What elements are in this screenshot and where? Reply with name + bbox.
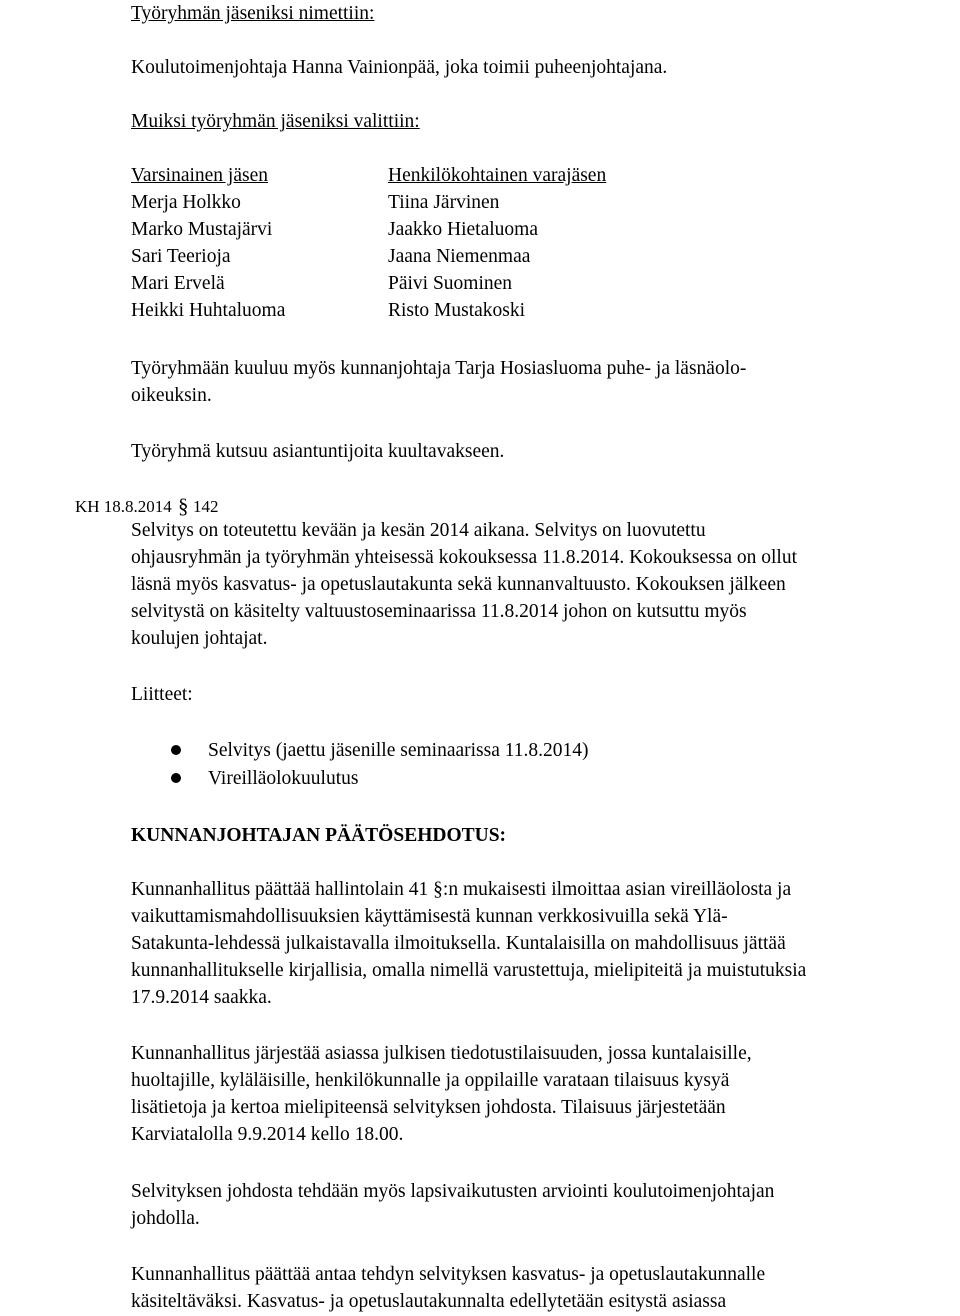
members-heading: Työryhmän jäseniksi nimettiin: <box>131 3 375 24</box>
proposal-p4-line: käsiteltäväksi. Kasvatus- ja opetuslautakunnalta edellytetään esitystä asiassa <box>131 1291 727 1312</box>
deputy-name: Jaana Niemenmaa <box>388 246 531 267</box>
bullet-icon <box>171 745 181 755</box>
member-name: Heikki Huhtaluoma <box>131 300 286 321</box>
proposal-p3-line: Selvityksen johdosta tehdään myös lapsivaikutusten arviointi koulutoimenjohtajan <box>131 1181 775 1202</box>
attachments-label: Liitteet: <box>131 684 193 705</box>
proposal-p1-line: 17.9.2014 saakka. <box>131 987 272 1008</box>
attachment-item: Selvitys (jaettu jäsenille seminaarissa 11.8.2014) <box>208 740 589 761</box>
member-name: Mari Ervelä <box>131 273 225 294</box>
proposal-heading: KUNNANJOHTAJAN PÄÄTÖSEHDOTUS: <box>131 825 507 846</box>
proposal-p1-line: Satakunta-lehdessä julkaistavalla ilmoituksella. Kuntalaisilla on mahdollisuus jättää <box>131 933 786 954</box>
also-member-line-1: Työryhmään kuuluu myös kunnanjohtaja Tarja Hosiasluoma puhe- ja läsnäolo- <box>131 358 747 379</box>
also-member-line-2: oikeuksin. <box>131 385 212 406</box>
members-col2-header: Henkilökohtainen varajäsen <box>388 165 607 186</box>
deputy-name: Tiina Järvinen <box>388 192 500 213</box>
proposal-p2-line: lisätietoja ja kertoa mielipiteensä selvityksen johdosta. Tilaisuus järjestetään <box>131 1097 726 1118</box>
proposal-p4-line: Kunnanhallitus päättää antaa tehdyn selvityksen kasvatus- ja opetuslautakunnalle <box>131 1264 766 1285</box>
deputy-name: Jaakko Hietaluoma <box>388 219 538 240</box>
kh-paragraph-line: ohjausryhmän ja työryhmän yhteisessä kokouksessa 11.8.2014. Kokouksessa on ollut <box>131 547 797 568</box>
proposal-p1-line: kunnanhallitukselle kirjallisia, omalla nimellä varustettuja, mielipiteitä ja muistutuksia <box>131 960 807 981</box>
members-col1-header: Varsinainen jäsen <box>131 165 268 186</box>
deputy-name: Risto Mustakoski <box>388 300 526 321</box>
bullet-icon <box>171 773 181 783</box>
attachment-item: Vireilläolokuulutus <box>208 768 359 789</box>
chair-line: Koulutoimenjohtaja Hanna Vainionpää, joka toimii puheenjohtajana. <box>131 57 668 78</box>
kh-paragraph-line: Selvitys on toteutettu kevään ja kesän 2014 aikana. Selvitys on luovutettu <box>131 520 706 541</box>
proposal-p1-line: vaikuttamismahdollisuuksien käyttämisestä kunnan verkkosivuilla sekä Ylä- <box>131 906 728 927</box>
proposal-p2-line: huoltajille, kyläläisille, henkilökunnalle ja oppilaille varataan tilaisuus kysyä <box>131 1070 730 1091</box>
member-name: Marko Mustajärvi <box>131 219 273 240</box>
kh-paragraph-line: läsnä myös kasvatus- ja opetuslautakunta sekä kunnanvaltuusto. Kokouksen jälkeen <box>131 574 786 595</box>
deputy-name: Päivi Suominen <box>388 273 513 294</box>
section-mark-left: § <box>178 494 189 518</box>
member-name: Sari Teerioja <box>131 246 231 267</box>
kh-number: 142 <box>193 497 219 516</box>
proposal-p2-line: Kunnanhallitus järjestää asiassa julkisen tiedotustilaisuuden, jossa kuntalaisille, <box>131 1043 752 1064</box>
proposal-p2-line: Karviatalolla 9.9.2014 kello 18.00. <box>131 1124 404 1145</box>
proposal-p1-line: Kunnanhallitus päättää hallintolain 41 §:n mukaisesti ilmoittaa asian vireilläolosta ja <box>131 879 792 900</box>
experts-line: Työryhmä kutsuu asiantuntijoita kuultavakseen. <box>131 441 505 462</box>
others-heading: Muiksi työryhmän jäseniksi valittiin: <box>131 111 420 132</box>
kh-date: KH 18.8.2014 <box>75 497 172 516</box>
proposal-p3-line: johdolla. <box>131 1208 200 1229</box>
kh-paragraph-line: koulujen johtajat. <box>131 628 268 649</box>
member-name: Merja Holkko <box>131 192 241 213</box>
kh-paragraph-line: selvitystä on käsitelty valtuustoseminaarissa 11.8.2014 johon on kutsuttu myös <box>131 601 747 622</box>
